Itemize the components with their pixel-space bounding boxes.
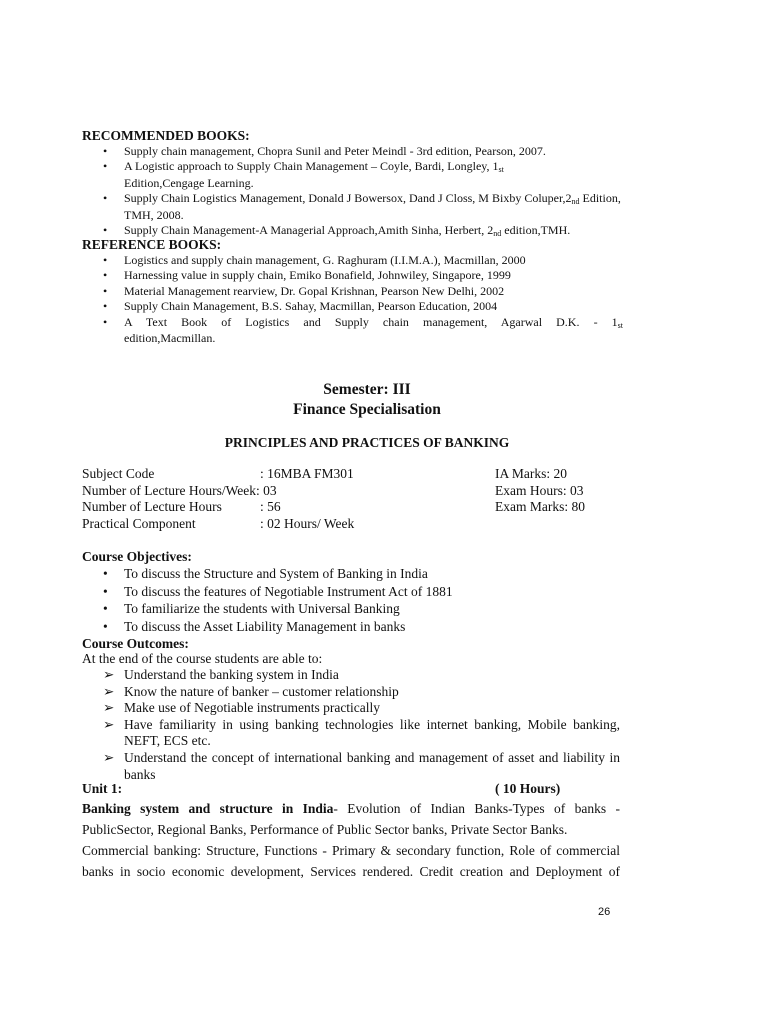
list-item: ➢ Understand the banking system in India	[103, 667, 339, 682]
list-item: • Material Management rearview, Dr. Gopal Krishnan, Pearson New Delhi, 2002	[103, 283, 505, 298]
list-item: • A Text Book of Logistics and Supply chain management, Agarwal D.K. - $1_{st}$ edition,Macmillan.	[103, 314, 623, 346]
list-item: • To discuss the Structure and System of Banking in India	[103, 566, 428, 581]
recommended-books-heading: RECOMMENDED BOOKS:	[82, 128, 250, 143]
unit-paragraph: Commercial banking: Structure, Functions - Primary & secondary function, Role of commercial banks in socio economic development, Services rendered. Credit creation and Deployment of	[82, 843, 620, 879]
bullet-icon: •	[103, 223, 108, 238]
course-title: PRINCIPLES AND PRACTICES OF BANKING	[224, 435, 510, 450]
objectives-list	[103, 565, 623, 635]
arrow-bullet-icon: ➢	[103, 700, 115, 716]
list-item: ➢ Know the nature of banker – customer relationship	[103, 683, 399, 699]
unit-description	[82, 798, 620, 882]
specialisation-title: Finance Specialisation	[293, 401, 441, 418]
meta-row: Practical Component : 02 Hours/ Week	[82, 515, 355, 531]
arrow-bullet-icon: ➢	[103, 716, 115, 732]
bullet-icon: •	[103, 583, 108, 599]
list-item: • To familiarize the students with Universal Banking	[103, 601, 400, 616]
page-number: 26	[598, 906, 611, 918]
list-item: • Supply chain management, Chopra Sunil and Peter Meindl - 3rd edition, Pearson, 2007.	[103, 144, 546, 158]
list-item: • To discuss the Asset Liability Management in banks	[103, 618, 406, 634]
meta-row: Number of Lecture Hours : 56 Exam Marks: 80	[82, 499, 585, 514]
bullet-icon: •	[103, 191, 108, 206]
meta-row: Number of Lecture Hours/Week: 03 Exam Hours: 03	[82, 482, 584, 498]
bullet-icon: •	[103, 253, 108, 267]
outcomes-list	[103, 667, 620, 783]
bullet-icon: •	[103, 268, 108, 283]
arrow-bullet-icon: ➢	[103, 749, 115, 765]
objectives-heading: Course Objectives:	[82, 549, 192, 564]
unit-paragraph: Banking system and structure in India- Evolution of Indian Banks-Types of banks - PublicSector, Regional Banks, Performance of Public Sector banks, Private Sector Banks.	[82, 801, 620, 837]
outcomes-intro: At the end of the course students are able to:	[82, 651, 323, 666]
bullet-icon: •	[103, 566, 108, 581]
bullet-icon: •	[103, 601, 108, 616]
recommended-books-list	[103, 144, 623, 239]
bullet-icon: •	[103, 618, 108, 634]
reference-books-list	[103, 253, 623, 346]
arrow-bullet-icon: ➢	[103, 667, 115, 682]
list-item: ➢ Make use of Negotiable instruments practically	[103, 700, 381, 716]
bullet-icon: •	[103, 314, 108, 329]
list-item: • Harnessing value in supply chain, Emiko Bonafield, Johnwiley, Singapore, 1999	[103, 268, 511, 283]
unit-hours: ( 10 Hours)	[495, 781, 561, 796]
semester-title: Semester: III	[323, 381, 411, 398]
reference-books-heading: REFERENCE BOOKS:	[82, 237, 222, 252]
list-item: ➢ Understand the concept of international banking and management of asset and liability in banks	[103, 749, 620, 782]
list-item: • Supply Chain Logistics Management, Donald J Bowersox, Dand J Closs, M Bixby $Coluper,2_{nd}$ Edition, TMH, 2008.	[103, 191, 621, 222]
list-item: • A Logistic approach to Supply Chain Management – Coyle, Bardi, Longley, $1_{st}$ Edition,Cengage Learning.	[103, 159, 504, 190]
list-item: • Supply Chain Management-A Managerial Approach,Amith Sinha, Herbert, $2_{nd}$ edition,TMH.	[103, 223, 571, 239]
bullet-icon: •	[103, 299, 108, 314]
bullet-icon: •	[103, 159, 108, 174]
list-item: • Supply Chain Management, B.S. Sahay, Macmillan, Pearson Education, 2004	[103, 299, 498, 314]
meta-row: Subject Code : 16MBA FM301 IA Marks: 20	[82, 466, 567, 481]
bullet-icon: •	[103, 144, 108, 158]
arrow-bullet-icon: ➢	[103, 683, 115, 699]
unit-label: Unit 1:	[82, 781, 123, 796]
bullet-icon: •	[103, 283, 108, 298]
list-item: • Logistics and supply chain management, G. Raghuram (I.I.M.A.), Macmillan, 2000	[103, 253, 526, 267]
list-item: • To discuss the features of Negotiable Instrument Act of 1881	[103, 583, 453, 599]
outcomes-heading: Course Outcomes:	[82, 636, 189, 651]
course-meta-table	[82, 466, 642, 532]
list-item: ➢ Have familiarity in using banking technologies like internet banking, Mobile banking, NEFT, ECS etc.	[103, 716, 620, 749]
